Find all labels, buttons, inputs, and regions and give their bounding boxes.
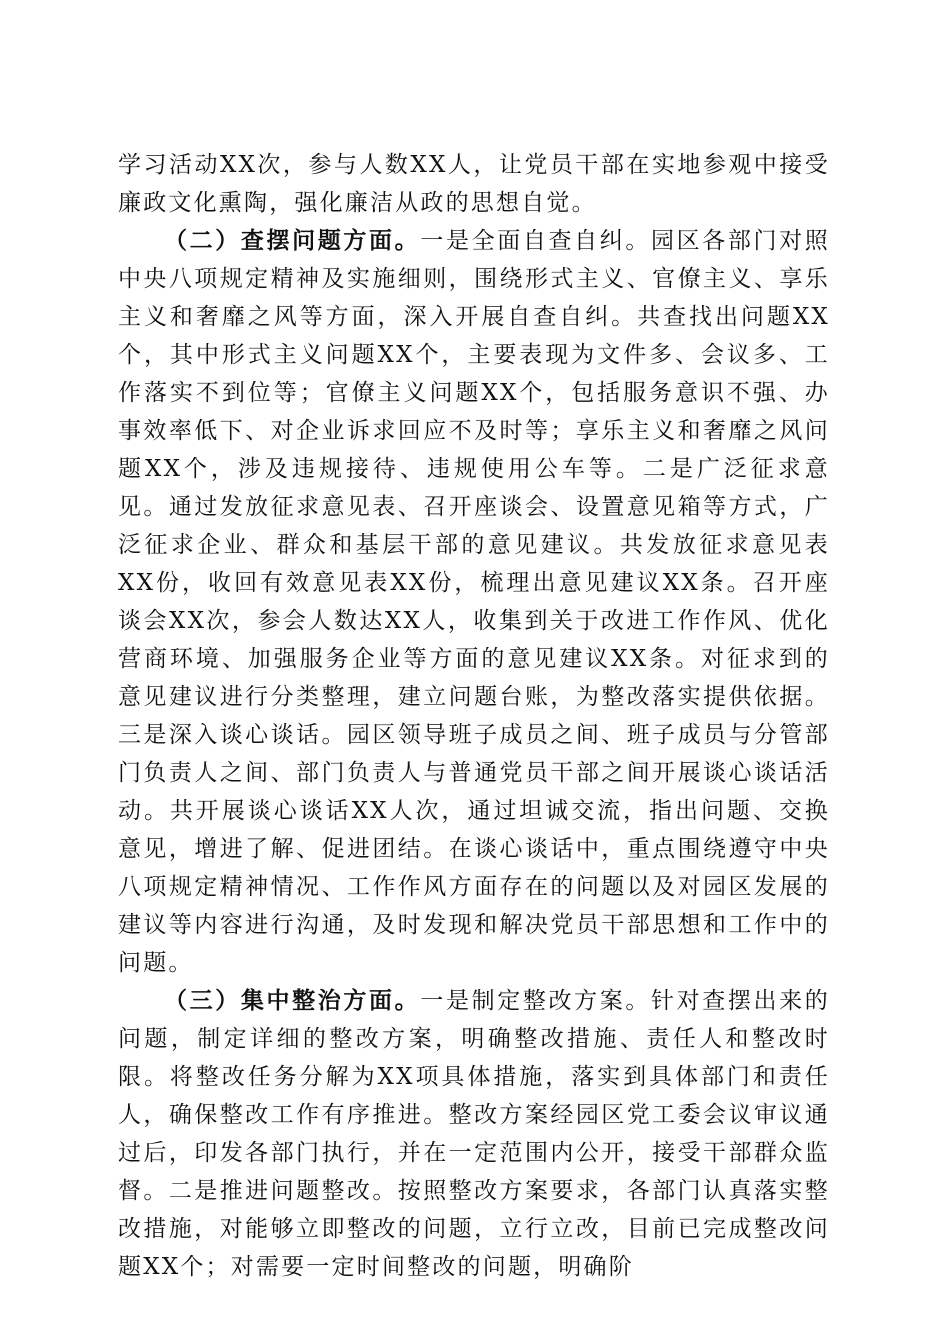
paragraph-rectification	[118, 982, 830, 1286]
paragraph-inspection	[118, 222, 830, 982]
paragraph-text: 一是全面自查自纠。园区各部门对照中央八项规定精神及实施细则，围绕形式主义、官僚主义、享乐主义和奢靡之风等方面，深入开展自查自纠。共查找出问题XX个，其中形式主义问题XX个，主要表现为文件多、会议多、工作落实不到位等；官僚主义问题XX个，包括服务意识不强、办事效率低下、对企业诉求回应不及时等；享乐主义和奢靡之风问题XX个，涉及违规接待、违规使用公车等。二是广泛征求意见。通过发放征求意见表、召开座谈会、设置意见箱等方式，广泛征求企业、群众和基层干部的意见建议。共发放征求意见表XX份，收回有效意见表XX份，梳理出意见建议XX条。召开座谈会XX次，参会人数达XX人，收集到关于改进工作作风、优化营商环境、加强服务企业等方面的意见建议XX条。对征求到的意见建议进行分类整理，建立问题台账，为整改落实提供依据。三是深入谈心谈话。园区领导班子成员之间、班子成员与分管部门负责人之间、部门负责人与普通党员干部之间开展谈心谈话活动。共开展谈心谈话XX人次，通过坦诚交流，指出问题、交换意见，增进了解、促进团结。在谈心谈话中，重点围绕遵守中央八项规定精神情况、工作作风方面存在的问题以及对园区发展的建议等内容进行沟通，及时发现和解决党员干部思想和工作中的问题。	[118, 228, 831, 976]
paragraph-continuation	[118, 146, 830, 222]
paragraph-text: 一是制定整改方案。针对查摆出来的问题，制定详细的整改方案，明确整改措施、责任人和整改时限。将整改任务分解为XX项具体措施，落实到具体部门和责任人，确保整改工作有序推进。整改方案经园区党工委会议审议通过后，印发各部门执行，并在一定范围内公开，接受干部群众监督。二是推进问题整改。按照整改方案要求，各部门认真落实整改措施，对能够立即整改的问题，立行立改，目前已完成整改问题XX个；对需要一定时间整改的问题，明确阶	[118, 988, 831, 1280]
paragraph-text: 学习活动XX次，参与人数XX人，让党员干部在实地参观中接受廉政文化熏陶，强化廉洁从政的思想自觉。	[118, 152, 830, 216]
document-body	[118, 146, 830, 1286]
section-heading-3: （三）集中整治方面。	[164, 987, 421, 1014]
section-heading-2: （二）查摆问题方面。	[164, 227, 421, 254]
